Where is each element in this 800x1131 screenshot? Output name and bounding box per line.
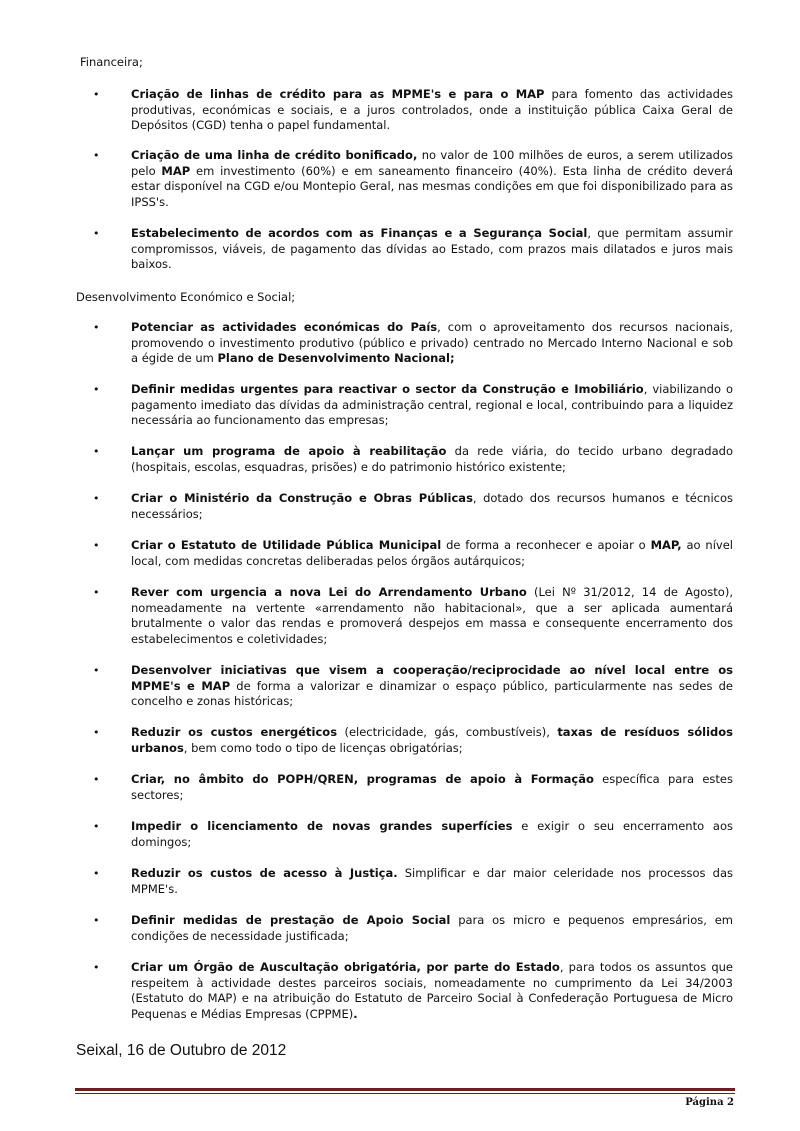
bullet-icon: • <box>93 867 100 880</box>
list-item-text <box>131 148 733 210</box>
body-text: em investimento (60%) e em saneamento financeiro (40%). Esta linha de crédito deverá estar disponível na CGD e/ou Montepio Geral, nas mesmas condições em que foi disponibilizado para as IPSS's. <box>131 163 733 209</box>
bold-text: Criar um Órgão de Auscultação obrigatória, por parte do Estado <box>131 960 560 974</box>
bold-text: . <box>353 1006 358 1021</box>
bold-text: Impedir o licenciamento de novas grandes superfícies <box>131 819 513 833</box>
body-text: específica para estes sectores; <box>131 772 733 802</box>
bold-text: Criar o Ministério da Construção e Obras Públicas <box>131 491 473 505</box>
bold-text: MAP <box>161 163 191 178</box>
list-item-text <box>131 663 733 710</box>
bullet-icon: • <box>93 664 100 677</box>
bold-text: Desenvolver iniciativas que visem a cooperação/reciprocidade ao nível local entre os MPME's e MAP <box>131 663 733 693</box>
footer-rule <box>75 1088 735 1091</box>
bold-text: Criar o Estatuto de Utilidade Pública Municipal <box>131 538 442 552</box>
body-text: de forma a reconhecer e apoiar o <box>441 538 651 552</box>
section-title: Desenvolvimento Económico e Social; <box>76 290 296 304</box>
bold-text: Estabelecimento de acordos com as Finanças e a Segurança Social <box>131 226 588 240</box>
list-item-text <box>131 444 733 475</box>
closing-line: Seixal, 16 de Outubro de 2012 <box>76 1042 287 1059</box>
body-text: ao nível local, com medidas concretas deliberadas pelos órgãos autárquicos; <box>131 538 733 568</box>
bullet-icon: • <box>93 321 100 334</box>
bullet-icon: • <box>93 492 100 505</box>
bold-text: MAP, <box>650 538 682 552</box>
bullet-icon: • <box>93 383 100 396</box>
bullet-icon: • <box>93 914 100 927</box>
list-item-text <box>131 87 733 134</box>
body-text: , que permitam assumir compromissos, viáveis, de pagamento das dívidas ao Estado, com prazos mais dilatados e juros mais baixos. <box>131 226 733 271</box>
bold-text: Criar, no âmbito do POPH/QREN, programas de apoio à Formação <box>131 772 594 786</box>
bullet-icon: • <box>93 539 100 552</box>
bold-text: Rever com urgencia a nova Lei do Arrendamento Urbano <box>131 585 527 599</box>
bullet-icon: • <box>93 149 100 162</box>
bold-text: taxas de resíduos sólidos urbanos <box>131 725 733 755</box>
body-text: (Lei Nº 31/2012, 14 de Agosto), nomeadamente na vertente «arrendamento não habitacional», que a ser aplicada aumentará brutalmente o valor das rendas e promoverá despejos em massa e consequente encerramento dos estabelecimentos e coletividades; <box>131 585 733 646</box>
body-text: , para todos os assuntos que respeitem à actividade destes parceiros sociais, nomeadamente no cumprimento da Lei 34/2003 (Estatuto do MAP) e na atribuição do Estatuto de Parceiro Social à Confederação Portuguesa de Micro Pequenas e Médias Empresas (CPPME) <box>131 960 733 1021</box>
list-item-text <box>131 725 733 756</box>
body-text: , viabilizando o pagamento imediato das dívidas da administração central, regional e local, contribuindo para a liquidez necessária ao funcionamento das empresas; <box>131 382 733 427</box>
bold-text: Criação de linhas de crédito para as MPME's e para o MAP <box>131 87 545 101</box>
list-item-text <box>131 538 733 569</box>
bold-text: Lançar um programa de apoio à reabilitação <box>131 444 447 458</box>
bullet-icon: • <box>93 227 100 240</box>
list-item-text <box>131 772 733 803</box>
bullet-icon: • <box>93 773 100 786</box>
bold-text: Plano de Desenvolvimento Nacional; <box>217 351 455 365</box>
body-text: e exigir o seu encerramento aos domingos; <box>131 819 734 849</box>
body-text: , com o aproveitamento dos recursos nacionais, promovendo o investimento produtivo (público e privado) centrado no Mercado Interno Nacional e sob a égide de um <box>131 320 734 365</box>
bullet-icon: • <box>93 961 100 974</box>
body-text: no valor de 100 milhões de euros, a serem utilizados pelo <box>131 148 733 178</box>
list-item-text <box>131 585 733 647</box>
bullet-icon: • <box>93 88 100 101</box>
bold-text: Reduzir os custos energéticos <box>131 725 338 739</box>
list-item-text <box>131 491 733 522</box>
header-fragment: Financeira; <box>80 55 143 69</box>
bold-text: Definir medidas de prestação de Apoio Social <box>131 913 451 927</box>
bold-text: Potenciar as actividades económicas do País <box>131 320 438 334</box>
bold-text: Reduzir os custos de acesso à Justiça. <box>131 866 398 880</box>
body-text: da rede viária, do tecido urbano degradado (hospitais, escolas, esquadras, prisões) e do patrimonio histórico existente; <box>131 444 733 474</box>
bullet-icon: • <box>93 586 100 599</box>
list-item-text <box>131 913 733 944</box>
bold-text: Criação de uma linha de crédito bonificado, <box>131 148 418 162</box>
list-item-text <box>131 866 733 897</box>
footer-rule-thin <box>75 1093 735 1094</box>
list-item-text <box>131 226 733 273</box>
body-text: , bem como todo o tipo de licenças obrigatórias; <box>183 740 463 755</box>
list-item-text <box>131 819 733 850</box>
body-text: para fomento das actividades produtivas, económicas e sociais, e a juros controlados, onde a instituição pública Caixa Geral de Depósitos (CGD) tenha o papel fundamental. <box>131 87 733 132</box>
list-item-text <box>131 960 733 1022</box>
body-text: (electricidade, gás, combustíveis), <box>337 725 558 739</box>
bullet-icon: • <box>93 820 100 833</box>
body-text: , dotado dos recursos humanos e técnicos necessários; <box>131 491 733 521</box>
list-item-text <box>131 320 733 367</box>
bullet-icon: • <box>93 445 100 458</box>
bold-text: Definir medidas urgentes para reactivar o sector da Construção e Imobiliário <box>131 382 644 396</box>
list-item-text <box>131 382 733 429</box>
body-text: de forma a valorizar e dinamizar o espaço público, particularmente nas sedes de concelho e zonas históricas; <box>131 678 733 708</box>
bullet-icon: • <box>93 726 100 739</box>
page-number: Página 2 <box>685 1097 734 1108</box>
body-text: para os micro e pequenos empresários, em condições de necessidade justificada; <box>131 913 734 943</box>
body-text: Simplificar e dar maior celeridade nos processos das MPME's. <box>131 866 733 896</box>
